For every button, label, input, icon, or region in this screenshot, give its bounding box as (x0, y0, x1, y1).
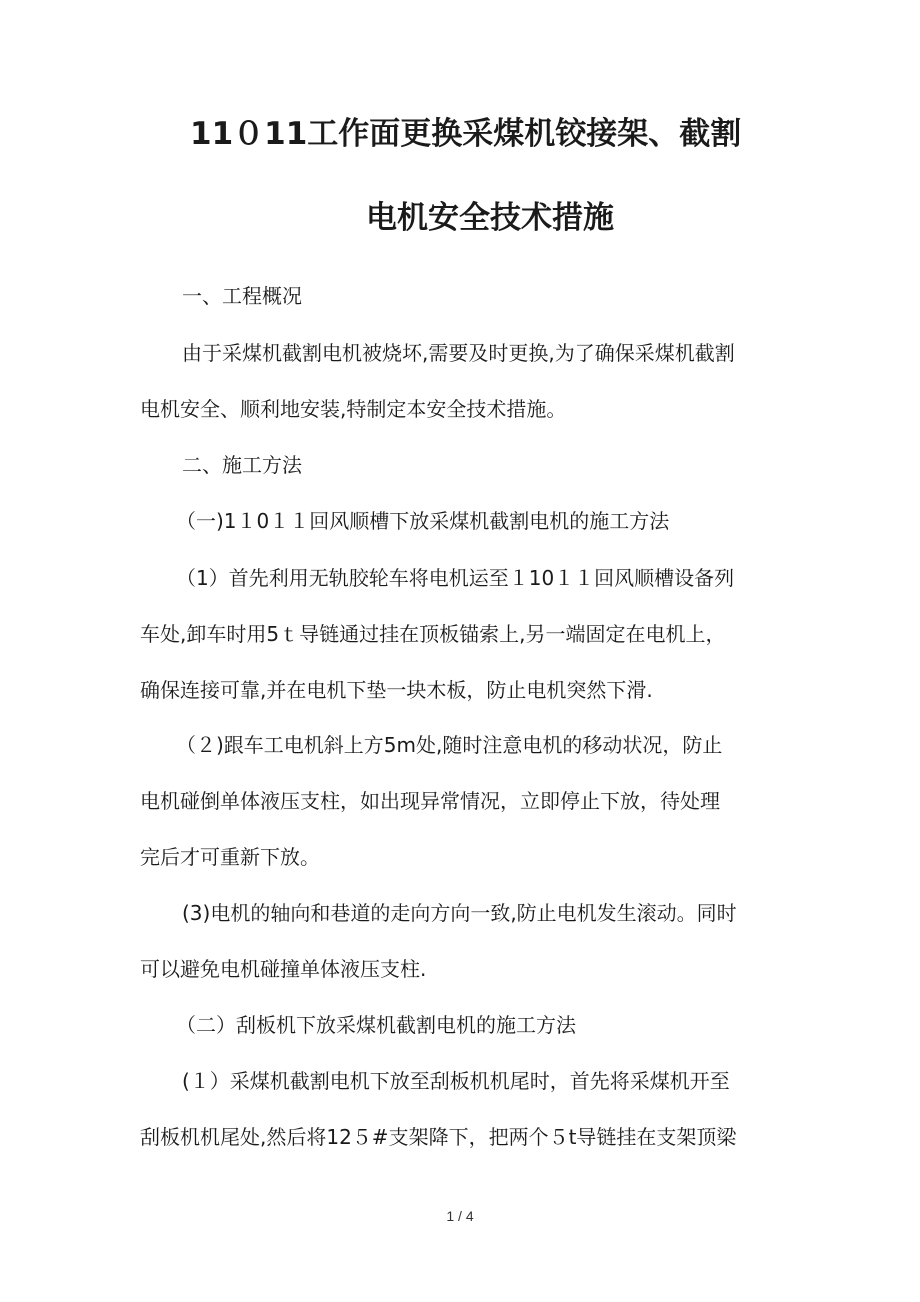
section-heading-overview: 一、工程概况 (182, 284, 302, 308)
subsection-heading-2: （二）刮板机下放采煤机截割电机的施工方法 (176, 1013, 576, 1037)
paragraph-line: 车处,卸车时用5ｔ导链通过挂在顶板锚索上,另一端固定在电机上， (140, 622, 726, 646)
paragraph-line: （1）首先利用无轨胶轮车将电机运至１10１１回风顺槽设备列 (176, 566, 735, 590)
paragraph-line: 电机碰倒单体液压支柱，如出现异常情况，立即停止下放，待处理 (140, 789, 720, 813)
paragraph-line: 刮板机机尾处,然后将12５#支架降下，把两个５t导链挂在支架顶梁 (140, 1125, 737, 1149)
paragraph-line: (3)电机的轴向和巷道的走向方向一致,防止电机发生滚动。同时 (182, 901, 737, 925)
paragraph-line: 确保连接可靠,并在电机下垫一块木板，防止电机突然下滑. (140, 678, 653, 702)
paragraph-line: （２)跟车工电机斜上方5m处,随时注意电机的移动状况，防止 (176, 733, 723, 757)
paragraph-line: 可以避免电机碰撞单体液压支柱. (140, 957, 427, 981)
document-title-line-2: 电机安全技术措施 (366, 200, 614, 236)
paragraph-line: 完后才可重新下放。 (140, 845, 320, 869)
paragraph-line: (１）采煤机截割电机下放至刮板机机尾时，首先将采煤机开至 (182, 1069, 730, 1093)
paragraph-line: 由于采煤机截割电机被烧坏,需要及时更换,为了确保采煤机截割 (182, 341, 735, 365)
section-heading-method: 二、施工方法 (182, 453, 302, 477)
subsection-heading-1: （一)1１0１１回风顺槽下放采煤机截割电机的施工方法 (176, 509, 670, 533)
document-title-line-1: 11０11工作面更换采煤机铰接架、截割 (190, 116, 742, 152)
page-number: 1 / 4 (446, 1208, 474, 1224)
paragraph-line: 电机安全、顺利地安装,特制定本安全技术措施。 (140, 397, 567, 421)
